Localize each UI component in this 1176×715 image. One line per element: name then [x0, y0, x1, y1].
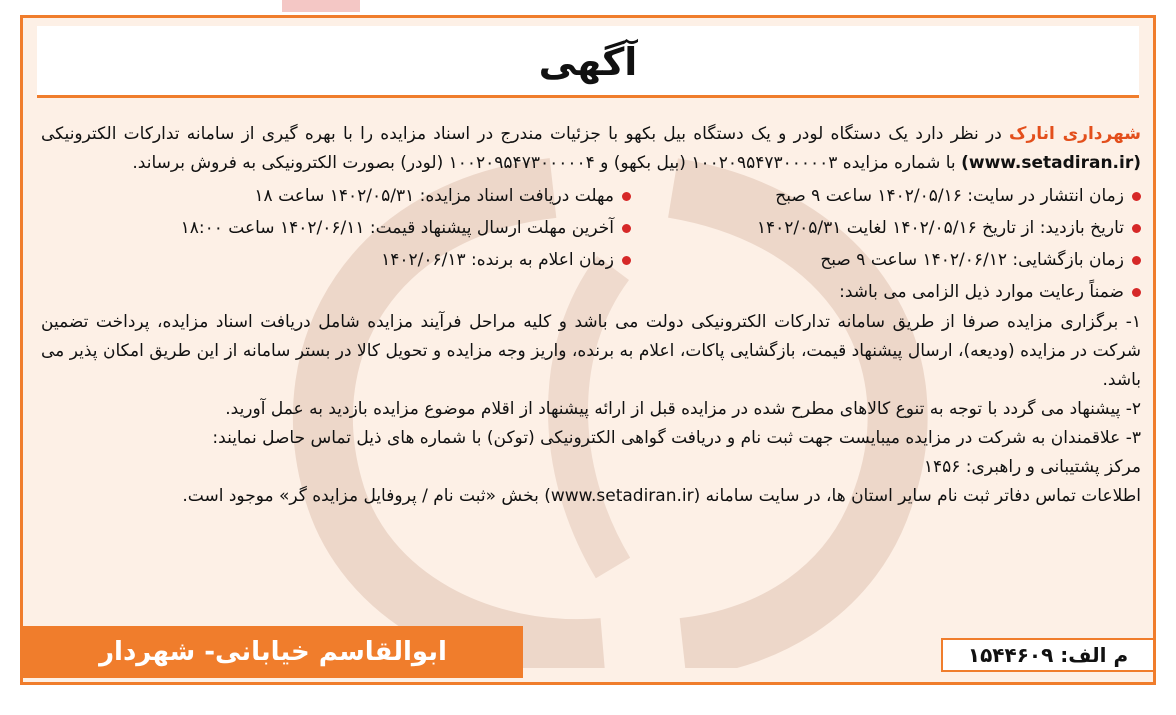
intro-paragraph	[41, 120, 1141, 178]
paragraph-2: ۲- پیشنهاد می گردد با توجه به تنوع کالاهای مطرح شده در مزایده قبل از ارائه پیشنهاد از اقلام موضوع مزایده بازدید به عمل آورید.	[225, 399, 1141, 419]
bullet-icon	[622, 256, 631, 265]
bullet-icon	[622, 224, 631, 233]
organization-name: شهرداری انارک	[1009, 124, 1142, 144]
website-link[interactable]: (www.setadiran.ir)	[961, 153, 1141, 173]
list-item: تاریخ بازدید: از تاریخ ۱۴۰۲/۰۵/۱۶ لغایت ۱۴۰۲/۰۵/۳۱	[631, 214, 1141, 243]
paragraph-3: ۳- علاقمندان به شرکت در مزایده میبایست جهت ثبت نام و دریافت گواهی الکترونیکی (توکن) با شماره های ذیل تماس حاصل نمایند:	[212, 428, 1141, 448]
list-item: ضمناً رعایت موارد ذیل الزامی می باشد:	[839, 278, 1141, 307]
intro-text-2: با شماره مزایده ۱۰۰۲۰۹۵۴۷۳۰۰۰۰۰۳ (بیل بکهو) و ۱۰۰۲۰۹۵۴۷۳۰۰۰۰۰۴ (لودر) بصورت الکترونیکی به فروش برساند.	[132, 153, 962, 173]
bullet-icon	[1132, 256, 1141, 265]
intro-text-1: در نظر دارد یک دستگاه لودر و یک دستگاه بیل بکهو با جزئیات مندرج در اسناد مزایده را با بهره گیری از سامانه تدارکات الکترونیکی	[41, 124, 1010, 144]
title-box	[37, 26, 1139, 98]
notice-body	[41, 120, 1141, 511]
list-item: زمان بازگشایی: ۱۴۰۲/۰۶/۱۲ ساعت ۹ صبح	[631, 246, 1141, 275]
bullet-icon	[1132, 224, 1141, 233]
support-center-line: مرکز پشتیبانی و راهبری: ۱۴۵۶	[923, 457, 1141, 477]
contact-info-line: اطلاعات تماس دفاتر ثبت نام سایر استان ها، در سایت سامانه (www.setadiran.ir) بخش «ثبت نام / پروفایل مزایده گر» موجود است.	[182, 486, 1141, 506]
paragraph-1: ۱- برگزاری مزایده صرفا از طریق سامانه تدارکات الکترونیکی دولت می باشد و کلیه مراحل فرآیند مزایده شامل دریافت اسناد مزایده، پرداخت تضمین شرکت در مزایده (ودیعه)، ارسال پیشنهاد قیمت، بازگشایی پاکات، اعلام به برنده، واریز وجه مزایده و تحویل کالا در بستر سامانه از این طریق امکان پذیر می باشد.	[41, 312, 1141, 390]
notice-frame	[20, 15, 1156, 685]
list-item: آخرین مهلت ارسال پیشنهاد قیمت: ۱۴۰۲/۰۶/۱۱ ساعت ۱۸:۰۰	[181, 214, 631, 243]
top-strip	[0, 0, 1176, 14]
ad-code-badge: م الف: ۱۵۴۴۶۰۹	[941, 638, 1153, 672]
notice-title: آگهی	[538, 40, 638, 84]
list-item: زمان اعلام به برنده: ۱۴۰۲/۰۶/۱۳	[381, 246, 631, 275]
list-item: زمان انتشار در سایت: ۱۴۰۲/۰۵/۱۶ ساعت ۹ صبح	[631, 182, 1141, 211]
footer	[23, 620, 1153, 682]
signature-banner: ابوالقاسم خیابانی- شهردار	[23, 626, 523, 678]
schedule-list	[41, 180, 1141, 308]
list-item: مهلت دریافت اسناد مزایده: ۱۴۰۲/۰۵/۳۱ ساعت ۱۸	[254, 182, 631, 211]
bullet-icon	[1132, 192, 1141, 201]
clipped-header-mark	[282, 0, 360, 12]
bullet-icon	[1132, 288, 1141, 297]
bullet-icon	[622, 192, 631, 201]
